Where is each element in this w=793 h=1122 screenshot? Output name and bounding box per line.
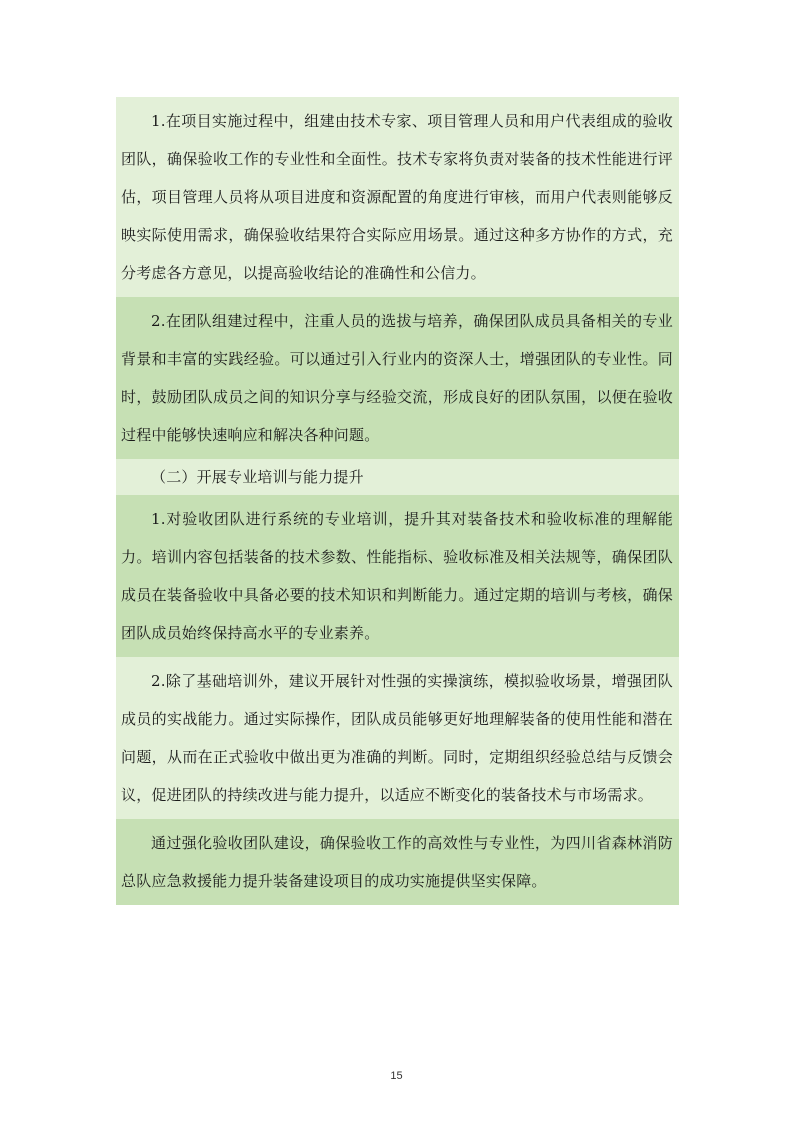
- section-heading-training: （二）开展专业培训与能力提升: [116, 459, 679, 495]
- paragraph-team-building: 2.在团队组建过程中，注重人员的选拔与培养，确保团队成员具备相关的专业背景和丰富的实践经验。可以通过引入行业内的资深人士，增强团队的专业性。同时，鼓励团队成员之间的知识分享与经验交流，形成良好的团队氛围，以便在验收过程中能够快速响应和解决各种问题。: [116, 297, 679, 459]
- paragraph-practical-drills: 2.除了基础培训外，建议开展针对性强的实操演练，模拟验收场景，增强团队成员的实战能力。通过实际操作，团队成员能够更好地理解装备的使用性能和潜在问题，从而在正式验收中做出更为准确的判断。同时，定期组织经验总结与反馈会议，促进团队的持续改进与能力提升，以适应不断变化的装备技术与市场需求。: [116, 657, 679, 819]
- paragraph-team-composition: 1.在项目实施过程中，组建由技术专家、项目管理人员和用户代表组成的验收团队，确保验收工作的专业性和全面性。技术专家将负责对装备的技术性能进行评估，项目管理人员将从项目进度和资源配置的角度进行审核，而用户代表则能够反映实际使用需求，确保验收结果符合实际应用场景。通过这种多方协作的方式，充分考虑各方意见，以提高验收结论的准确性和公信力。: [116, 97, 679, 297]
- page-number: 15: [390, 1070, 403, 1082]
- document-body: [116, 97, 679, 905]
- paragraph-systematic-training: 1.对验收团队进行系统的专业培训，提升其对装备技术和验收标准的理解能力。培训内容包括装备的技术参数、性能指标、验收标准及相关法规等，确保团队成员在装备验收中具备必要的技术知识和判断能力。通过定期的培训与考核，确保团队成员始终保持高水平的专业素养。: [116, 495, 679, 657]
- paragraph-conclusion: 通过强化验收团队建设，确保验收工作的高效性与专业性，为四川省森林消防总队应急救援能力提升装备建设项目的成功实施提供坚实保障。: [116, 819, 679, 905]
